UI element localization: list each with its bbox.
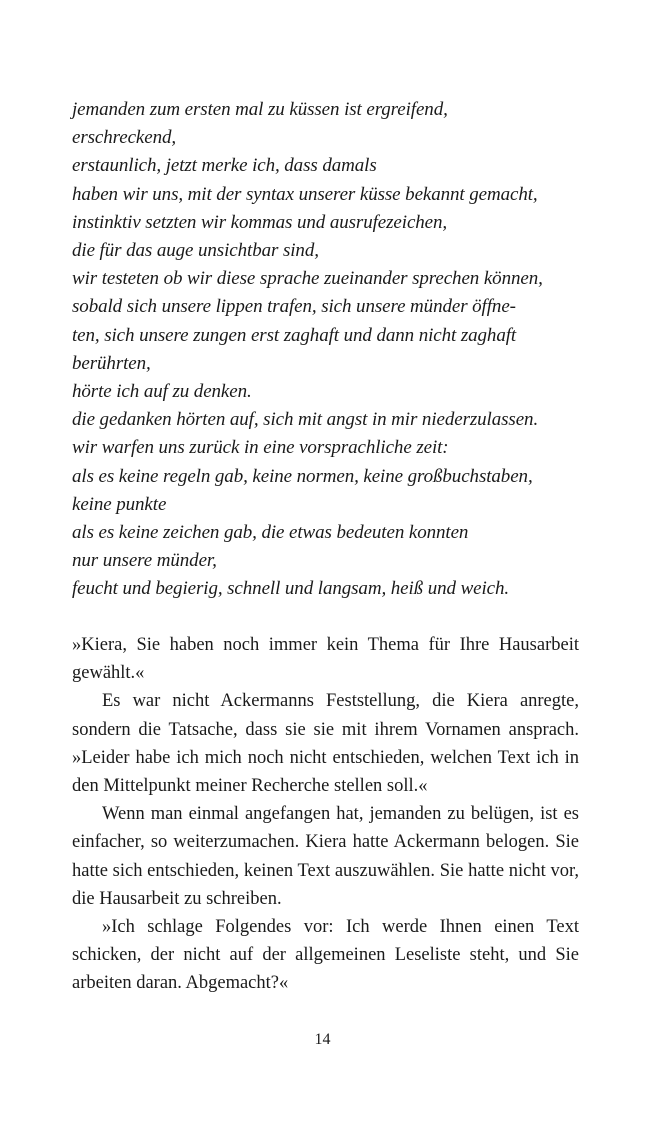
poem-line: jemanden zum ersten mal zu küssen ist ergreifend, <box>72 99 448 120</box>
poem-line: feucht und begierig, schnell und langsam, heiß und weich. <box>72 578 510 600</box>
poem-line: sobald sich unsere lippen trafen, sich unsere münder öffne- <box>72 296 516 318</box>
poem <box>72 96 592 604</box>
poem-line: instinktiv setzten wir kommas und ausrufezeichen, <box>72 211 448 233</box>
poem-line: die für das auge unsichtbar sind, <box>72 240 319 262</box>
poem-line: wir testeten ob wir diese sprache zueinander sprechen können, <box>72 268 543 290</box>
poem-line: haben wir uns, mit der syntax unserer küsse bekannt gemacht, <box>72 183 538 205</box>
poem-line: keine punkte <box>72 493 167 515</box>
poem-line: erstaunlich, jetzt merke ich, dass damals <box>72 155 377 177</box>
poem-line: nur unsere münder, <box>72 550 217 572</box>
poem-line: berührten, <box>72 352 151 374</box>
prose-paragraph: »Ich schlage Folgendes vor: Ich werde Ihnen einen Text schicken, der nicht auf der allgemeinen Leseliste steht, und Sie arbeiten daran. Abgemacht?« <box>72 917 579 994</box>
poem-line: als es keine regeln gab, keine normen, keine großbuchstaben, <box>72 465 533 487</box>
poem-line: wir warfen uns zurück in eine vorsprachliche zeit: <box>72 437 449 459</box>
page-number: 14 <box>314 1031 331 1048</box>
prose-paragraph: Wenn man einmal angefangen hat, jemanden zu belügen, ist es einfacher, so weiterzumachen. Kiera hatte Ackermann belogen. Sie hatte sich entschieden, keinen Text auszuwählen. Sie hatte nicht vor, die Hausarbeit zu schreiben. <box>72 804 579 909</box>
poem-line: hörte ich auf zu denken. <box>72 381 252 403</box>
poem-line: die gedanken hörten auf, sich mit angst in mir niederzulassen. <box>72 409 539 431</box>
poem-line: als es keine zeichen gab, die etwas bedeuten konnten <box>72 522 469 544</box>
prose-paragraph: Es war nicht Ackermanns Feststellung, die Kiera anregte, sondern die Tatsache, dass sie sie mit ihrem Vornamen ansprach. »Leider habe ich mich noch nicht entschieden, welchen Text ich in den Mittelpunkt meiner Recherche stellen soll.« <box>72 691 579 797</box>
prose-body <box>72 631 579 998</box>
poem-line: erschreckend, <box>72 127 177 149</box>
prose-paragraph: »Kiera, Sie haben noch immer kein Thema für Ihre Hausarbeit gewählt.« <box>72 635 579 684</box>
poem-line: ten, sich unsere zungen erst zaghaft und dann nicht zaghaft <box>72 324 517 346</box>
